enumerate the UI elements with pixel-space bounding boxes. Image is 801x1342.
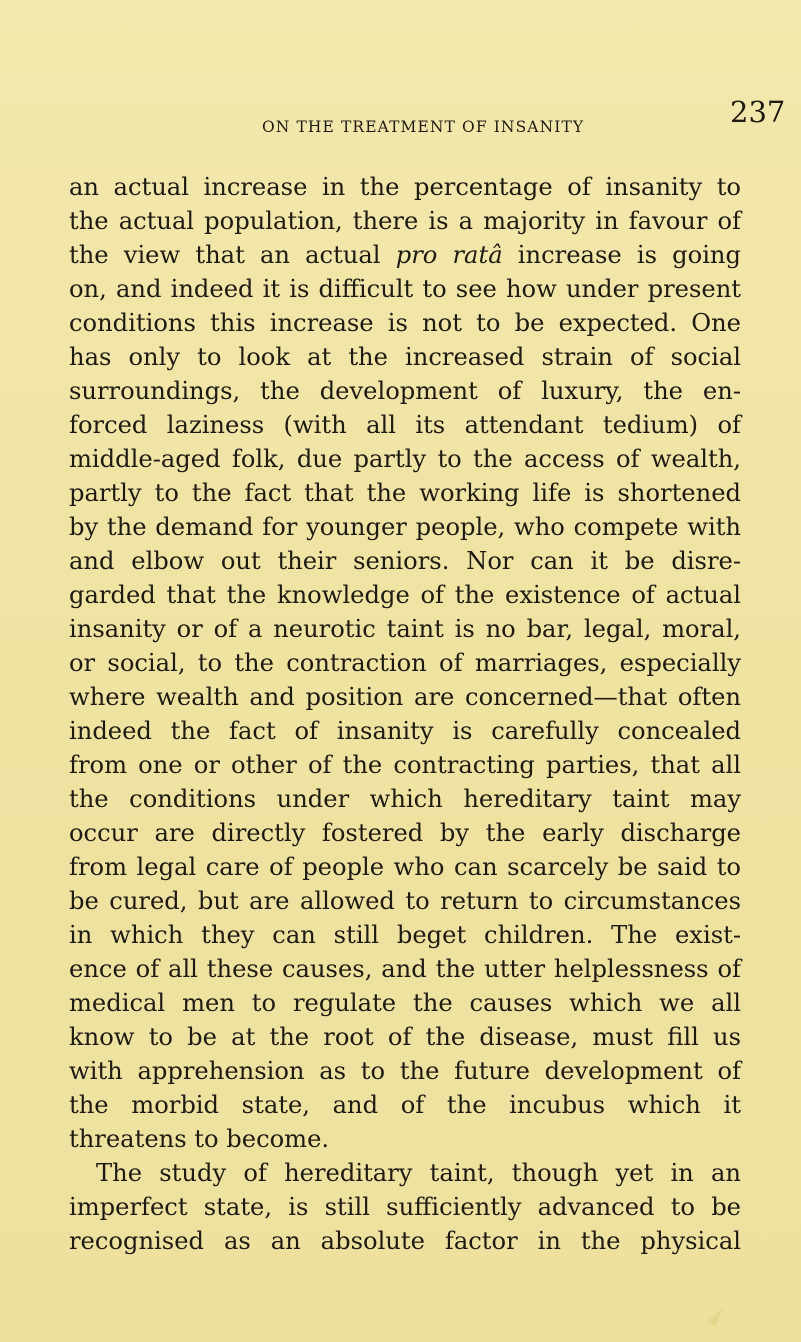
- text-line: know to be at the root of the disease, must fill us: [69, 1023, 741, 1051]
- text-line: partly to the fact that the working life is shortened: [69, 479, 741, 507]
- text-line: be cured, but are allowed to return to circumstances: [69, 887, 741, 915]
- text-line: with apprehension as to the future development of: [69, 1057, 741, 1085]
- text-line: by the demand for younger people, who compete with: [69, 513, 741, 541]
- text-line: insanity or of a neurotic taint is no bar, legal, moral,: [69, 615, 741, 643]
- text-line: has only to look at the increased strain of social: [69, 343, 741, 371]
- running-title: ON THE TREATMENT OF INSANITY: [262, 118, 585, 136]
- running-head: [0, 95, 801, 138]
- text-line: imperfect state, is still sufficiently advanced to be: [69, 1193, 741, 1221]
- text-line: [69, 238, 741, 272]
- body-text: [69, 170, 741, 1258]
- text-line: middle-aged folk, due partly to the access of wealth,: [69, 445, 741, 473]
- text-line: the morbid state, and of the incubus which it: [69, 1091, 741, 1119]
- text-line: The study of hereditary taint, though yet in an: [96, 1159, 741, 1187]
- text-line: conditions this increase is not to be expected. One: [69, 309, 741, 337]
- text-line: from one or other of the contracting parties, that all: [69, 751, 741, 779]
- text-line: ence of all these causes, and the utter helplessness of: [69, 955, 741, 983]
- text-line: garded that the knowledge of the existence of actual: [69, 581, 741, 609]
- text-line: where wealth and position are concerned—that often: [69, 683, 741, 711]
- text-line: from legal care of people who can scarcely be said to: [69, 853, 741, 881]
- text-line: surroundings, the development of luxury, the en-: [69, 377, 741, 405]
- text-line: threatens to become.: [69, 1125, 330, 1153]
- italic-phrase: pro ratâ: [395, 241, 503, 269]
- text-line: occur are directly fostered by the early discharge: [69, 819, 741, 847]
- text-line: recognised as an absolute factor in the physical: [69, 1227, 741, 1255]
- text-line: the conditions under which hereditary taint may: [69, 785, 741, 813]
- text-segment: increase is going: [502, 241, 741, 269]
- text-line: and elbow out their seniors. Nor can it be disre-: [69, 547, 741, 575]
- text-line: in which they can still beget children. The exist-: [69, 921, 741, 949]
- text-line: on, and indeed it is difficult to see how under present: [69, 275, 741, 303]
- text-line: or social, to the contraction of marriages, especially: [69, 649, 741, 677]
- text-segment: the view that an actual: [69, 241, 396, 269]
- text-line: indeed the fact of insanity is carefully concealed: [69, 717, 741, 745]
- paper-mark: [707, 1305, 727, 1327]
- page-number: 237: [730, 95, 786, 129]
- text-line: forced laziness (with all its attendant tedium) of: [69, 411, 741, 439]
- text-line: an actual increase in the percentage of insanity to: [69, 173, 741, 201]
- text-line: the actual population, there is a majority in favour of: [69, 207, 741, 235]
- text-line: medical men to regulate the causes which we all: [69, 989, 741, 1017]
